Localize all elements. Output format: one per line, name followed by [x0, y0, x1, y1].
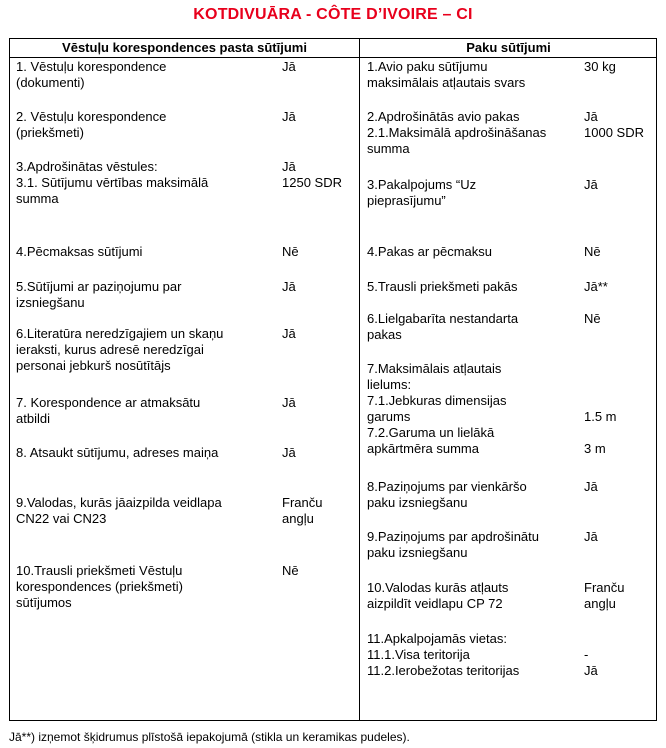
right-item-4-value: Nē	[584, 244, 601, 259]
page-title: KOTDIVUĀRA - CÔTE D’IVOIRE – CI	[193, 6, 473, 23]
right-item-3-value: Jā	[584, 177, 598, 192]
footnote: Jā**) izņemot šķidrumus plīstošā iepakojumā (stikla un keramikas pudeles).	[9, 730, 410, 744]
right-item-2-label: 2.Apdrošinātās avio pakas 2.1.Maksimālā apdrošināšanas summa	[367, 109, 547, 156]
left-item-6-value: Jā	[282, 326, 296, 341]
column-divider	[359, 39, 360, 720]
right-item-11-value: - Jā	[584, 647, 598, 678]
right-item-9-label: 9.Paziņojums par apdrošinātu paku izsniegšanu	[367, 529, 539, 560]
right-item-11-label: 11.Apkalpojamās vietas: 11.1.Visa teritorija 11.2.Ierobežotas teritorijas	[367, 631, 520, 678]
right-item-6-label: 6.Lielgabarīta nestandarta pakas	[367, 311, 519, 342]
right-item-5-value: Jā**	[584, 279, 608, 294]
left-item-5-value: Jā	[282, 279, 296, 294]
left-item-4-value: Nē	[282, 244, 299, 259]
left-item-4-label: 4.Pēcmaksas sūtījumi	[16, 244, 143, 259]
table-header	[10, 39, 656, 58]
right-item-1-label: 1.Avio paku sūtījumu maksimālais atļautais svars	[367, 59, 526, 90]
left-item-3-value: Jā 1250 SDR	[282, 159, 342, 190]
header-parcels: Paku sūtījumi	[466, 40, 551, 55]
left-item-10-value: Nē	[282, 563, 299, 578]
right-item-4-label: 4.Pakas ar pēcmaksu	[367, 244, 493, 259]
left-item-1-label: 1. Vēstuļu korespondence (dokumenti)	[16, 59, 167, 90]
right-item-9-value: Jā	[584, 529, 598, 544]
right-item-2-value: Jā 1000 SDR	[584, 109, 644, 140]
right-item-6-value: Nē	[584, 311, 601, 326]
right-item-3-label: 3.Pakalpojums “Uz pieprasījumu”	[367, 177, 477, 208]
header-letter-post: Vēstuļu korespondences pasta sūtījumi	[62, 40, 307, 55]
right-item-8-value: Jā	[584, 479, 598, 494]
left-item-3-label: 3.Apdrošinātas vēstules: 3.1. Sūtījumu vērtības maksimālā summa	[16, 159, 209, 206]
right-item-7-label: 7.Maksimālais atļautais lielums: 7.1.Jebkuras dimensijas garums 7.2.Garuma un lielākā apkārtmēra summa	[367, 361, 507, 456]
left-item-8-value: Jā	[282, 445, 296, 460]
left-item-7-value: Jā	[282, 395, 296, 410]
left-item-7-label: 7. Korespondence ar atmaksātu atbildi	[16, 395, 201, 426]
left-item-1-value: Jā	[282, 59, 296, 74]
left-item-9-label: 9.Valodas, kurās jāaizpilda veidlapa CN22 vai CN23	[16, 495, 222, 526]
left-item-6-label: 6.Literatūra neredzīgajiem un skaņu ieraksti, kurus adresē neredzīgai personai jebkurš nosūtītājs	[16, 326, 224, 373]
left-item-10-label: 10.Trausli priekšmeti Vēstuļu korespondences (priekšmeti) sūtījumos	[16, 563, 183, 610]
right-item-8-label: 8.Paziņojums par vienkāršo paku izsniegšanu	[367, 479, 527, 510]
left-item-2-label: 2. Vēstuļu korespondence (priekšmeti)	[16, 109, 167, 140]
right-item-1-value: 30 kg	[584, 59, 616, 74]
right-item-7-value: 1.5 m 3 m	[584, 409, 617, 456]
left-item-8-label: 8. Atsaukt sūtījumu, adreses maiņa	[16, 445, 219, 460]
right-item-10-label: 10.Valodas kurās atļauts aizpildīt veidlapu CP 72	[367, 580, 509, 611]
right-item-10-value: Franču angļu	[584, 580, 625, 611]
left-item-9-value: Franču angļu	[282, 495, 323, 526]
services-table	[9, 38, 657, 721]
left-item-5-label: 5.Sūtījumi ar paziņojumu par izsniegšanu	[16, 279, 182, 310]
right-item-5-label: 5.Trausli priekšmeti pakās	[367, 279, 518, 294]
left-item-2-value: Jā	[282, 109, 296, 124]
